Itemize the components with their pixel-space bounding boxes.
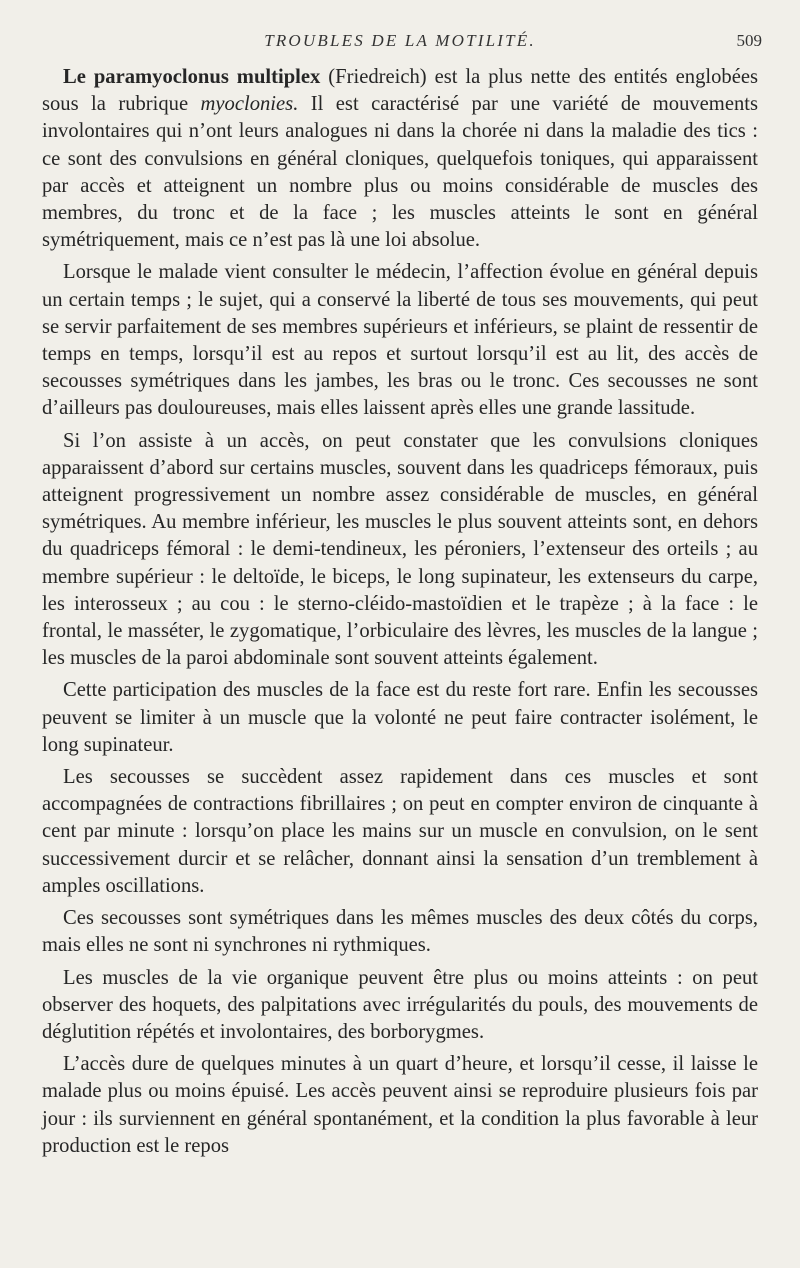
body-text xyxy=(42,64,758,1160)
paragraph-3: Si l’on assiste à un accès, on peut constater que les convulsions cloniques apparaissent d’abord sur certains muscles, souvent dans les quadriceps fémoraux, puis atteignent progressivement un nombre assez considérable de muscles, en général symétriques. Au membre inférieur, les muscles le plus souvent atteints sont, en dehors du quadriceps fémoral : le demi-tendineux, les péroniers, l’extenseur des orteils ; au membre supérieur : le deltoïde, le biceps, le long supinateur, les extenseurs du carpe, les interosseux ; au cou : le sterno-cléido-mastoïdien et le trapèze ; à la face : le frontal, le masséter, le zygomatique, l’orbiculaire des lèvres, les muscles de la langue ; les muscles de la paroi abdominale sont souvent atteints également. xyxy=(42,429,758,670)
paragraph-2: Lorsque le malade vient consulter le médecin, l’affection évolue en général depuis un certain temps ; le sujet, qui a conservé la liberté de tous ses mouvements, qui peut se servir parfaitement de ses membres supérieurs et inférieurs, se plaint de ressentir de temps en temps, lorsqu’il est au repos et surtout lorsqu’il est au lit, des accès de secousses symétriques dans les jambes, les bras ou le tronc. Ces secousses ne sont d’ailleurs pas douloureuses, mais elles laissent après elles une grande lassitude. xyxy=(42,261,758,420)
paragraph-5: Les secousses se succèdent assez rapidement dans ces muscles et sont accompagnées de contractions fibrillaires ; on peut en compter environ de cinquante à cent par minute : lorsqu’on place les mains sur un muscle en convulsion, on le sent successivement durcir et se relâcher, donnant ainsi la sensation d’un tremblement à amples oscillations. xyxy=(42,766,758,897)
paragraph-1-text-b: Il est caractérisé par une variété de mouvements involontaires qui n’ont leurs analogues ni dans la chorée ni dans la maladie des tics : ce sont des convulsions en général cloniques, quelquefois toniques, qui apparaissent par accès et atteignent un nombre plus ou moins considérable de muscles des membres, du tronc et de la face ; les muscles atteints le sont en général symétriquement, mais ce n’est pas là une loi absolue. xyxy=(42,93,758,252)
paragraph-1 xyxy=(42,64,758,254)
running-title: TROUBLES DE LA MOTILITÉ. xyxy=(264,31,536,50)
running-head xyxy=(0,26,800,56)
paragraph-1-italic: myoclonies. xyxy=(200,93,299,116)
paragraph-7: Les muscles de la vie organique peuvent être plus ou moins atteints : on peut observer des hoquets, des palpitations avec irrégularités du pouls, des mouvements de déglutition répétés et involontaires, des borborygmes. xyxy=(42,966,758,1043)
page-number: 509 xyxy=(736,31,762,50)
paragraph-4: Cette participation des muscles de la face est du reste fort rare. Enfin les secousses peuvent se limiter à un muscle que la volonté ne peut faire contracter isolément, le long supinateur. xyxy=(42,679,758,756)
paragraph-1-text-a: (Friedreich) est la plus nette des entités englobées sous la rubrique xyxy=(42,66,758,116)
paragraph-1-term: Le paramyoclonus multiplex xyxy=(63,66,321,88)
paragraph-6: Ces secousses sont symétriques dans les mêmes muscles des deux côtés du corps, mais elles ne sont ni synchrones ni rythmiques. xyxy=(42,907,758,957)
paragraph-8: L’accès dure de quelques minutes à un quart d’heure, et lorsqu’il cesse, il laisse le malade plus ou moins épuisé. Les accès peuvent ainsi se reproduire plusieurs fois par jour : ils surviennent en général spontanément, et la condition la plus favorable à leur production est le repos xyxy=(42,1053,758,1157)
